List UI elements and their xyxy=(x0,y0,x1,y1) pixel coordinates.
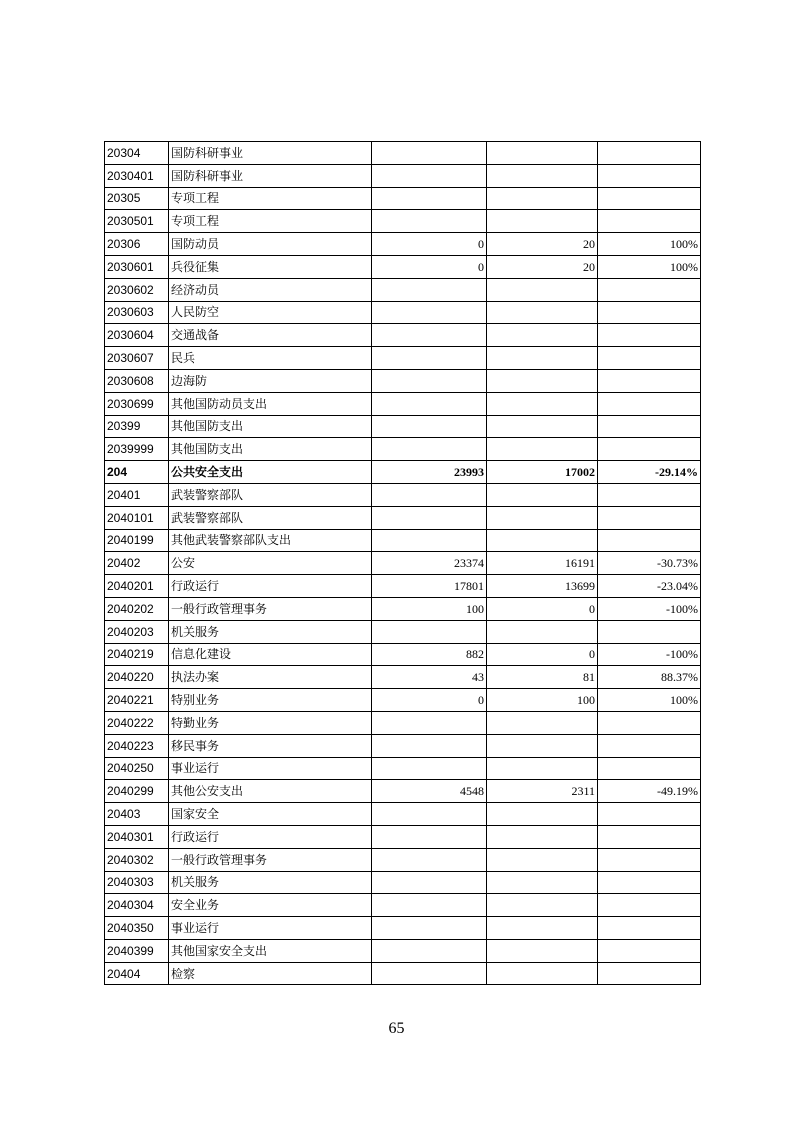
value-cell-2 xyxy=(487,506,598,529)
change-cell xyxy=(598,871,701,894)
table-row xyxy=(105,142,701,165)
code-cell: 2040299 xyxy=(105,780,169,803)
value-cell-2 xyxy=(487,917,598,940)
name-cell: 国家安全 xyxy=(169,803,372,826)
value-cell-1 xyxy=(372,415,487,438)
change-cell: -29.14% xyxy=(598,461,701,484)
name-cell: 国防科研事业 xyxy=(169,164,372,187)
table-row xyxy=(105,917,701,940)
value-cell-2 xyxy=(487,415,598,438)
value-cell-2 xyxy=(487,757,598,780)
code-cell: 2040203 xyxy=(105,620,169,643)
code-cell: 2040250 xyxy=(105,757,169,780)
code-cell: 20399 xyxy=(105,415,169,438)
value-cell-1: 882 xyxy=(372,643,487,666)
value-cell-1 xyxy=(372,939,487,962)
change-cell: 100% xyxy=(598,689,701,712)
table-row xyxy=(105,369,701,392)
change-cell xyxy=(598,848,701,871)
change-cell xyxy=(598,164,701,187)
table-row xyxy=(105,894,701,917)
table-row xyxy=(105,575,701,598)
name-cell: 一般行政管理事务 xyxy=(169,848,372,871)
code-cell: 2040199 xyxy=(105,529,169,552)
value-cell-2: 20 xyxy=(487,255,598,278)
value-cell-2: 20 xyxy=(487,233,598,256)
code-cell: 2030602 xyxy=(105,278,169,301)
value-cell-1 xyxy=(372,278,487,301)
name-cell: 人民防空 xyxy=(169,301,372,324)
name-cell: 其他国防支出 xyxy=(169,438,372,461)
value-cell-2: 0 xyxy=(487,597,598,620)
value-cell-2 xyxy=(487,142,598,165)
table-row xyxy=(105,529,701,552)
value-cell-2 xyxy=(487,620,598,643)
code-cell: 2040303 xyxy=(105,871,169,894)
code-cell: 2040223 xyxy=(105,734,169,757)
table-row xyxy=(105,848,701,871)
name-cell: 其他武装警察部队支出 xyxy=(169,529,372,552)
value-cell-1 xyxy=(372,848,487,871)
code-cell: 20401 xyxy=(105,483,169,506)
code-cell: 2030604 xyxy=(105,324,169,347)
table-row xyxy=(105,871,701,894)
change-cell xyxy=(598,369,701,392)
page-number: 65 xyxy=(388,1020,405,1037)
change-cell: -23.04% xyxy=(598,575,701,598)
value-cell-2 xyxy=(487,438,598,461)
value-cell-1: 4548 xyxy=(372,780,487,803)
name-cell: 事业运行 xyxy=(169,757,372,780)
value-cell-2 xyxy=(487,483,598,506)
value-cell-2: 100 xyxy=(487,689,598,712)
name-cell: 一般行政管理事务 xyxy=(169,597,372,620)
value-cell-2: 13699 xyxy=(487,575,598,598)
value-cell-1: 0 xyxy=(372,255,487,278)
code-cell: 2030699 xyxy=(105,392,169,415)
value-cell-2 xyxy=(487,529,598,552)
value-cell-1 xyxy=(372,347,487,370)
code-cell: 2040201 xyxy=(105,575,169,598)
value-cell-1 xyxy=(372,734,487,757)
value-cell-1 xyxy=(372,711,487,734)
change-cell: -100% xyxy=(598,643,701,666)
name-cell: 安全业务 xyxy=(169,894,372,917)
table-row xyxy=(105,278,701,301)
change-cell xyxy=(598,438,701,461)
value-cell-1 xyxy=(372,324,487,347)
value-cell-1 xyxy=(372,803,487,826)
value-cell-2 xyxy=(487,711,598,734)
value-cell-1 xyxy=(372,187,487,210)
value-cell-2 xyxy=(487,369,598,392)
value-cell-2: 81 xyxy=(487,666,598,689)
value-cell-1 xyxy=(372,301,487,324)
name-cell: 公共安全支出 xyxy=(169,461,372,484)
value-cell-1 xyxy=(372,529,487,552)
table-row xyxy=(105,666,701,689)
change-cell xyxy=(598,347,701,370)
change-cell xyxy=(598,894,701,917)
name-cell: 边海防 xyxy=(169,369,372,392)
code-cell: 2030501 xyxy=(105,210,169,233)
code-cell: 2030608 xyxy=(105,369,169,392)
name-cell: 国防科研事业 xyxy=(169,142,372,165)
change-cell xyxy=(598,324,701,347)
value-cell-2 xyxy=(487,803,598,826)
value-cell-1 xyxy=(372,506,487,529)
change-cell xyxy=(598,187,701,210)
table-row xyxy=(105,962,701,985)
value-cell-1 xyxy=(372,142,487,165)
table-row xyxy=(105,324,701,347)
change-cell xyxy=(598,210,701,233)
name-cell: 信息化建设 xyxy=(169,643,372,666)
table-row xyxy=(105,255,701,278)
name-cell: 国防动员 xyxy=(169,233,372,256)
code-cell: 204 xyxy=(105,461,169,484)
name-cell: 兵役征集 xyxy=(169,255,372,278)
name-cell: 移民事务 xyxy=(169,734,372,757)
value-cell-2: 0 xyxy=(487,643,598,666)
table-row xyxy=(105,803,701,826)
value-cell-2 xyxy=(487,164,598,187)
change-cell: 88.37% xyxy=(598,666,701,689)
code-cell: 2040399 xyxy=(105,939,169,962)
table-row xyxy=(105,597,701,620)
change-cell xyxy=(598,415,701,438)
value-cell-1 xyxy=(372,962,487,985)
table-row xyxy=(105,483,701,506)
code-cell: 2040202 xyxy=(105,597,169,620)
change-cell xyxy=(598,803,701,826)
name-cell: 机关服务 xyxy=(169,871,372,894)
table-row xyxy=(105,825,701,848)
value-cell-2 xyxy=(487,825,598,848)
name-cell: 行政运行 xyxy=(169,575,372,598)
table-row xyxy=(105,301,701,324)
code-cell: 2030603 xyxy=(105,301,169,324)
value-cell-2 xyxy=(487,848,598,871)
value-cell-2 xyxy=(487,871,598,894)
change-cell xyxy=(598,483,701,506)
value-cell-1 xyxy=(372,894,487,917)
value-cell-1 xyxy=(372,757,487,780)
value-cell-1: 23374 xyxy=(372,552,487,575)
code-cell: 20403 xyxy=(105,803,169,826)
code-cell: 2040304 xyxy=(105,894,169,917)
code-cell: 2040301 xyxy=(105,825,169,848)
table-row xyxy=(105,164,701,187)
value-cell-1: 43 xyxy=(372,666,487,689)
table-row xyxy=(105,780,701,803)
name-cell: 检察 xyxy=(169,962,372,985)
name-cell: 专项工程 xyxy=(169,210,372,233)
value-cell-1 xyxy=(372,392,487,415)
name-cell: 公安 xyxy=(169,552,372,575)
code-cell: 2040219 xyxy=(105,643,169,666)
change-cell xyxy=(598,142,701,165)
code-cell: 20304 xyxy=(105,142,169,165)
value-cell-2: 17002 xyxy=(487,461,598,484)
change-cell xyxy=(598,506,701,529)
table-row xyxy=(105,347,701,370)
code-cell: 2040222 xyxy=(105,711,169,734)
code-cell: 20306 xyxy=(105,233,169,256)
value-cell-2 xyxy=(487,278,598,301)
name-cell: 民兵 xyxy=(169,347,372,370)
table-row xyxy=(105,939,701,962)
value-cell-1 xyxy=(372,369,487,392)
name-cell: 执法办案 xyxy=(169,666,372,689)
name-cell: 其他国防支出 xyxy=(169,415,372,438)
name-cell: 事业运行 xyxy=(169,917,372,940)
budget-table-body xyxy=(105,142,701,985)
code-cell: 2039999 xyxy=(105,438,169,461)
table-row xyxy=(105,757,701,780)
value-cell-1 xyxy=(372,825,487,848)
table-row xyxy=(105,210,701,233)
code-cell: 2040101 xyxy=(105,506,169,529)
change-cell: -30.73% xyxy=(598,552,701,575)
change-cell xyxy=(598,529,701,552)
value-cell-1 xyxy=(372,483,487,506)
change-cell: -100% xyxy=(598,597,701,620)
code-cell: 2040221 xyxy=(105,689,169,712)
table-row xyxy=(105,711,701,734)
change-cell xyxy=(598,278,701,301)
value-cell-1 xyxy=(372,871,487,894)
change-cell xyxy=(598,962,701,985)
code-cell: 2040302 xyxy=(105,848,169,871)
value-cell-2 xyxy=(487,392,598,415)
value-cell-1 xyxy=(372,164,487,187)
value-cell-2 xyxy=(487,939,598,962)
change-cell xyxy=(598,939,701,962)
value-cell-2 xyxy=(487,734,598,757)
change-cell xyxy=(598,301,701,324)
name-cell: 其他国家安全支出 xyxy=(169,939,372,962)
value-cell-1 xyxy=(372,620,487,643)
budget-table xyxy=(104,141,701,985)
code-cell: 2030401 xyxy=(105,164,169,187)
value-cell-2 xyxy=(487,962,598,985)
value-cell-1: 0 xyxy=(372,233,487,256)
change-cell xyxy=(598,734,701,757)
value-cell-2 xyxy=(487,324,598,347)
change-cell xyxy=(598,757,701,780)
name-cell: 行政运行 xyxy=(169,825,372,848)
value-cell-1: 100 xyxy=(372,597,487,620)
name-cell: 交通战备 xyxy=(169,324,372,347)
value-cell-1: 17801 xyxy=(372,575,487,598)
change-cell xyxy=(598,711,701,734)
value-cell-1: 23993 xyxy=(372,461,487,484)
table-row xyxy=(105,233,701,256)
table-row xyxy=(105,552,701,575)
value-cell-2: 2311 xyxy=(487,780,598,803)
name-cell: 经济动员 xyxy=(169,278,372,301)
code-cell: 2040220 xyxy=(105,666,169,689)
change-cell: 100% xyxy=(598,233,701,256)
table-row xyxy=(105,689,701,712)
table-row xyxy=(105,734,701,757)
value-cell-2 xyxy=(487,894,598,917)
table-row xyxy=(105,392,701,415)
table-row xyxy=(105,187,701,210)
table-row xyxy=(105,643,701,666)
value-cell-1 xyxy=(372,917,487,940)
value-cell-2 xyxy=(487,187,598,210)
name-cell: 特勤业务 xyxy=(169,711,372,734)
code-cell: 20402 xyxy=(105,552,169,575)
code-cell: 2030601 xyxy=(105,255,169,278)
change-cell: -49.19% xyxy=(598,780,701,803)
value-cell-1 xyxy=(372,438,487,461)
name-cell: 特别业务 xyxy=(169,689,372,712)
value-cell-2: 16191 xyxy=(487,552,598,575)
table-row xyxy=(105,506,701,529)
change-cell xyxy=(598,392,701,415)
table-row xyxy=(105,461,701,484)
value-cell-2 xyxy=(487,347,598,370)
value-cell-1 xyxy=(372,210,487,233)
change-cell xyxy=(598,825,701,848)
name-cell: 专项工程 xyxy=(169,187,372,210)
name-cell: 武装警察部队 xyxy=(169,483,372,506)
code-cell: 2030607 xyxy=(105,347,169,370)
name-cell: 武装警察部队 xyxy=(169,506,372,529)
change-cell xyxy=(598,620,701,643)
table-row xyxy=(105,415,701,438)
name-cell: 其他国防动员支出 xyxy=(169,392,372,415)
table-row xyxy=(105,438,701,461)
code-cell: 20404 xyxy=(105,962,169,985)
value-cell-2 xyxy=(487,210,598,233)
value-cell-1: 0 xyxy=(372,689,487,712)
name-cell: 机关服务 xyxy=(169,620,372,643)
change-cell: 100% xyxy=(598,255,701,278)
code-cell: 2040350 xyxy=(105,917,169,940)
change-cell xyxy=(598,917,701,940)
code-cell: 20305 xyxy=(105,187,169,210)
name-cell: 其他公安支出 xyxy=(169,780,372,803)
table-row xyxy=(105,620,701,643)
value-cell-2 xyxy=(487,301,598,324)
